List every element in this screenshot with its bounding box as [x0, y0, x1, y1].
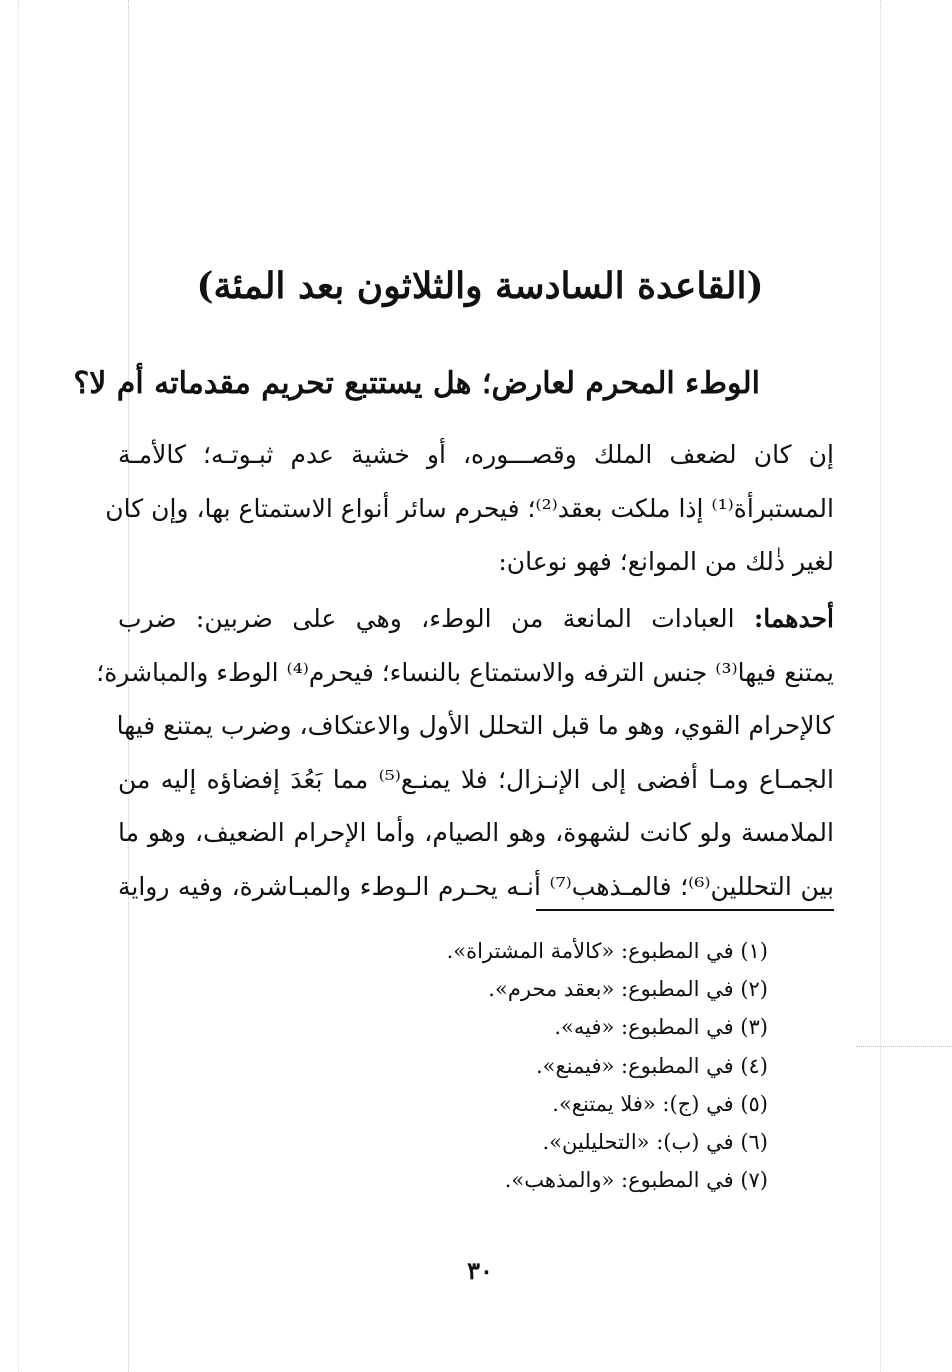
footnote: (٣) في المطبوع: «فيه». — [554, 1015, 768, 1040]
footnote: (٦) في (ب): «التحليلين». — [542, 1130, 768, 1155]
paragraph-line: الجمـاع ومـا أفضى إلى الإنـزال؛ فلا يمنـع⁽⁵⁾ مما بَعُدَ إفضاؤه إليه من — [118, 764, 834, 794]
paragraph-line — [118, 592, 834, 646]
paragraph-line: لغير ذٰلك من الموانع؛ فهو نوعان: — [498, 547, 834, 576]
paragraph-2 — [96, 592, 835, 913]
paragraph-lead-word: أحدهما: — [753, 604, 834, 633]
paragraph-line: المستبرأة⁽¹⁾ إذا ملكت بعقد⁽²⁾؛ فيحرم سائر أنواع الاستمتاع بها، وإن كان — [105, 493, 834, 523]
paragraph-1 — [105, 428, 834, 589]
footnote-separator — [536, 909, 834, 911]
footnote: (١) في المطبوع: «كالأمة المشتراة». — [446, 939, 768, 963]
footnote: (٢) في المطبوع: «بعقد محرم». — [488, 977, 768, 1002]
paragraph-line: بين التحللين⁽⁶⁾؛ فالمـذهب⁽⁷⁾ أنـه يحـرم الـوطء والمبـاشرة، وفيه رواية — [118, 871, 835, 901]
scan-guide-line — [18, 0, 19, 1372]
footnote: (٤) في المطبوع: «فيمنع». — [535, 1053, 768, 1078]
paragraph-line: الملامسة ولو كانت لشهوة، وهو الصيام، وأما الإحرام الضعيف، وهو ما — [118, 818, 834, 847]
footnote: (٥) في (ج): «فلا يمتنع». — [552, 1091, 768, 1116]
rule-title: (القاعدة السادسة والثلاثون بعد المئة) — [196, 265, 764, 307]
rule-subheading: الوطء المحرم لعارض؛ هل يستتبع تحريم مقدماته أم لا؟ — [73, 366, 760, 401]
footnotes-list — [447, 932, 768, 1199]
page-number: ٣٠ — [467, 1256, 493, 1285]
paragraph-line: إن كان لضعف الملك وقصـــوره، أو خشية عدم ثبـوتـه؛ كالأمـة — [118, 440, 834, 469]
footnote: (٧) في المطبوع: «والمذهب». — [504, 1168, 768, 1193]
scan-guide-line — [856, 1046, 952, 1047]
paragraph-line: يمتنع فيها⁽³⁾ جنس الترفه والاستمتاع بالنساء؛ فيحرم⁽⁴⁾ الوطء والمباشرة؛ — [96, 657, 834, 687]
paragraph-line-text: العبادات المانعة من الوطء، وهي على ضربين: ضرب — [118, 604, 754, 633]
scan-guide-line — [880, 0, 881, 1372]
paragraph-line: كالإحرام القوي، وهو ما قبل التحلل الأول والاعتكاف، وضرب يمتنع فيها — [116, 711, 834, 740]
